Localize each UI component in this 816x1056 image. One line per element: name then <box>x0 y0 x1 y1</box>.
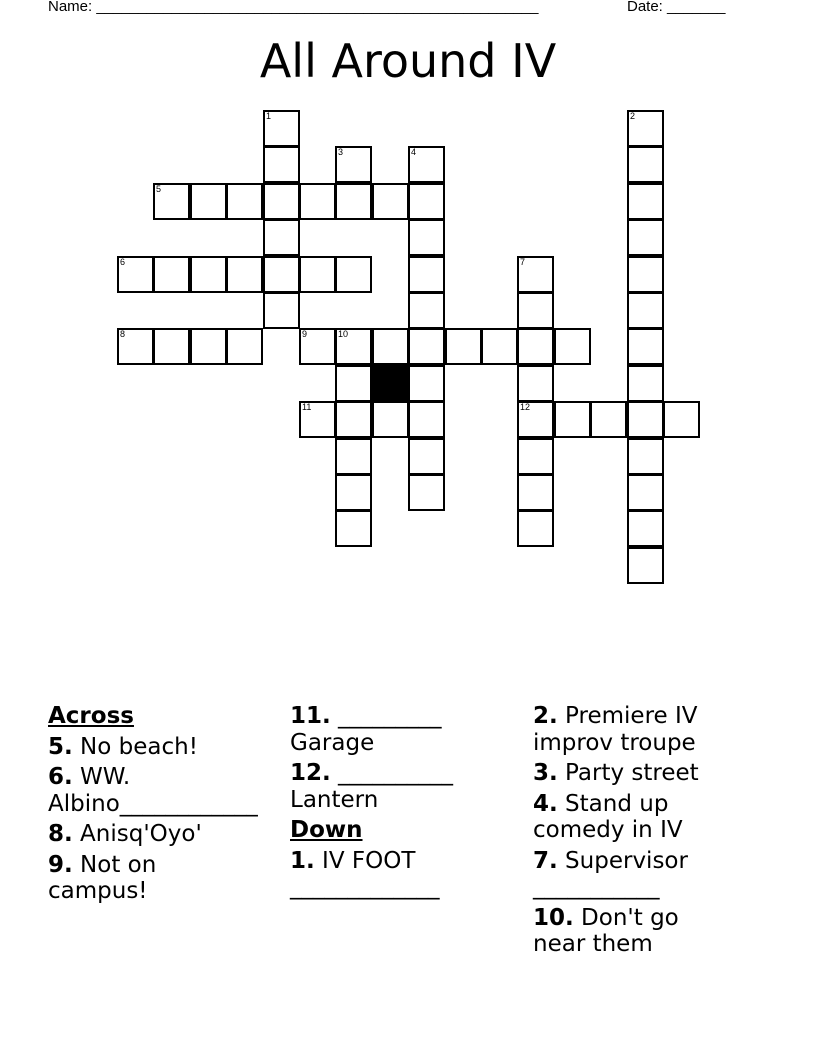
grid-cell[interactable] <box>408 474 445 511</box>
grid-cell[interactable] <box>481 328 518 365</box>
grid-cell[interactable] <box>190 328 227 365</box>
clue-down-4: 4. Stand up comedy in IV <box>533 790 683 843</box>
grid-cell-6[interactable] <box>117 256 154 293</box>
grid-cell[interactable] <box>372 401 409 438</box>
grid-cell[interactable] <box>263 146 300 183</box>
grid-cell[interactable] <box>590 401 627 438</box>
grid-cell-5[interactable] <box>153 183 190 220</box>
grid-cell-3[interactable] <box>335 146 372 183</box>
grid-cell[interactable] <box>190 183 227 220</box>
grid-cell[interactable] <box>627 547 664 584</box>
grid-cell[interactable] <box>335 401 372 438</box>
grid-cell[interactable] <box>408 292 445 329</box>
across-heading: Across <box>48 703 134 729</box>
clue-number: 12 <box>520 402 531 412</box>
grid-cell[interactable] <box>335 365 372 402</box>
clue-down-7: 7. Supervisor ___________ <box>533 847 688 900</box>
grid-cell[interactable] <box>627 438 664 475</box>
grid-cell[interactable] <box>372 328 409 365</box>
grid-cell[interactable] <box>263 292 300 329</box>
clues-column-2 <box>290 703 490 905</box>
grid-cell[interactable] <box>408 365 445 402</box>
grid-cell-2[interactable] <box>627 110 664 147</box>
clues-column-3 <box>533 703 733 962</box>
grid-cell[interactable] <box>517 438 554 475</box>
clue-down-1: 1. IV FOOT _____________ <box>290 847 440 900</box>
grid-cell[interactable] <box>627 146 664 183</box>
grid-cell[interactable] <box>408 328 445 365</box>
down-heading: Down <box>290 817 363 843</box>
grid-cell[interactable] <box>335 183 372 220</box>
clue-number: 11 <box>302 402 312 412</box>
grid-cell[interactable] <box>445 328 482 365</box>
clue-number: 8 <box>120 329 126 339</box>
grid-cell[interactable] <box>408 438 445 475</box>
grid-cell[interactable] <box>226 256 263 293</box>
grid-cell-11[interactable] <box>299 401 336 438</box>
grid-cell-1[interactable] <box>263 110 300 147</box>
grid-cell[interactable] <box>408 219 445 256</box>
grid-cell[interactable] <box>335 510 372 547</box>
grid-cell[interactable] <box>263 256 300 293</box>
grid-cell[interactable] <box>226 328 263 365</box>
grid-cell[interactable] <box>335 256 372 293</box>
clue-number: 10 <box>338 329 349 339</box>
grid-cell[interactable] <box>263 219 300 256</box>
clue-across-5: 5. No beach! <box>48 733 198 760</box>
clue-across-11: 11. _________ Garage <box>290 703 442 756</box>
clue-across-6: 6. WW. Albino____________ <box>48 764 258 817</box>
grid-cell[interactable] <box>663 401 700 438</box>
grid-cell[interactable] <box>408 256 445 293</box>
grid-cell[interactable] <box>627 401 664 438</box>
clues-column-1 <box>48 703 258 909</box>
grid-cell[interactable] <box>335 438 372 475</box>
grid-cell-12[interactable] <box>517 401 554 438</box>
grid-cell[interactable] <box>226 183 263 220</box>
clue-across-9: 9. Not on campus! <box>48 851 157 904</box>
clue-number: 2 <box>630 111 636 121</box>
grid-cell[interactable] <box>408 183 445 220</box>
clue-down-2: 2. Premiere IV improv troupe <box>533 703 698 756</box>
grid-cell[interactable] <box>627 365 664 402</box>
grid-cell[interactable] <box>153 256 190 293</box>
clue-number: 7 <box>520 257 526 267</box>
grid-cell-9[interactable] <box>299 328 336 365</box>
grid-cell[interactable] <box>554 401 591 438</box>
name-field-label: Name: _____________________________________________________ <box>48 0 539 15</box>
grid-cell[interactable] <box>627 510 664 547</box>
clue-across-8: 8. Anisq'Oyo' <box>48 821 202 847</box>
grid-cell[interactable] <box>299 256 336 293</box>
grid-block <box>372 365 409 402</box>
clue-number: 4 <box>411 147 417 157</box>
grid-cell[interactable] <box>627 474 664 511</box>
grid-cell-7[interactable] <box>517 256 554 293</box>
date-field-label: Date: _______ <box>627 0 726 15</box>
grid-cell[interactable] <box>627 328 664 365</box>
grid-cell[interactable] <box>517 328 554 365</box>
clue-down-10: 10. Don't go near them <box>533 904 679 957</box>
clue-down-3: 3. Party street <box>533 760 699 786</box>
grid-cell[interactable] <box>372 183 409 220</box>
clue-number: 5 <box>156 184 162 194</box>
grid-cell[interactable] <box>627 292 664 329</box>
grid-cell[interactable] <box>627 183 664 220</box>
grid-cell[interactable] <box>627 256 664 293</box>
page-title: All Around IV <box>259 34 557 88</box>
grid-cell-8[interactable] <box>117 328 154 365</box>
grid-cell-4[interactable] <box>408 146 445 183</box>
clue-number: 3 <box>338 147 344 157</box>
grid-cell[interactable] <box>408 401 445 438</box>
clue-number: 6 <box>120 257 126 267</box>
clue-across-12: 12. __________ Lantern <box>290 760 454 813</box>
clue-number: 1 <box>266 111 272 121</box>
grid-cell[interactable] <box>263 183 300 220</box>
grid-cell[interactable] <box>517 365 554 402</box>
grid-cell[interactable] <box>190 256 227 293</box>
grid-cell-10[interactable] <box>335 328 372 365</box>
clue-number: 9 <box>302 329 308 339</box>
grid-cell[interactable] <box>153 328 190 365</box>
grid-cell[interactable] <box>335 474 372 511</box>
grid-cell[interactable] <box>299 183 336 220</box>
grid-cell[interactable] <box>627 219 664 256</box>
grid-cell[interactable] <box>517 292 554 329</box>
grid-cell[interactable] <box>517 474 554 511</box>
grid-cell[interactable] <box>554 328 591 365</box>
grid-cell[interactable] <box>517 510 554 547</box>
